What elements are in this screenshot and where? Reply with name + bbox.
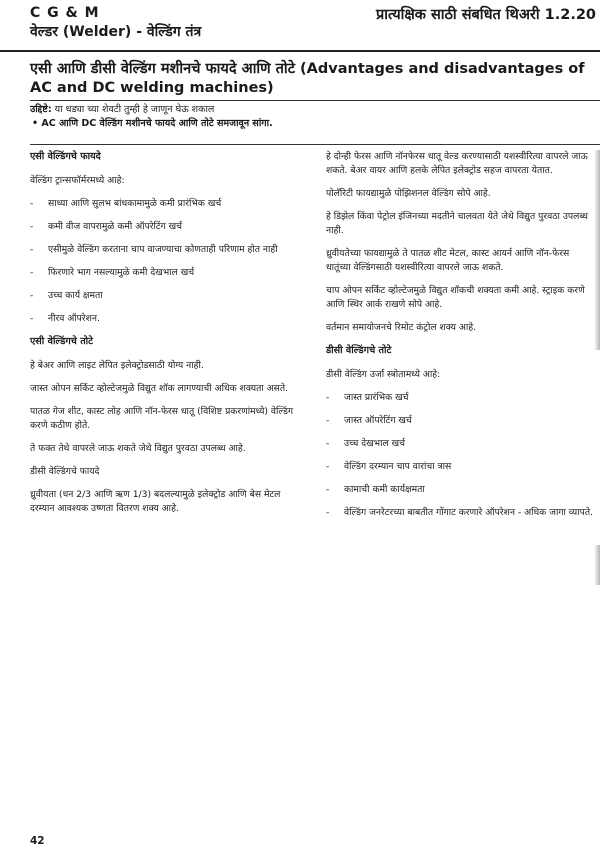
objectives-label: उद्दिष्टे: [30, 104, 52, 115]
list-item: - उच्च देखभाल खर्च [326, 438, 405, 449]
list-item: - वेल्डिंग दरम्यान चाप वारांचा त्रास [326, 461, 452, 472]
list-item: - जास्त ऑपरेटिंग खर्च [326, 415, 412, 426]
paragraph: पोलॅरिटी फायद्यामुळे पोझिशनल वेल्डिंग सोपे आहे. [326, 188, 491, 199]
objectives-line [30, 103, 590, 117]
list-item: - साध्या आणि सुलभ बांधकामामुळे कमी प्रारंभिक खर्च [30, 198, 222, 209]
header-lesson: प्रात्यक्षिक साठी संबधित थिअरी 1.2.20 [375, 7, 596, 23]
title-divider [30, 100, 600, 101]
header-code: C G & M [30, 5, 100, 21]
header-left [30, 4, 201, 42]
ac-advantages-list [30, 197, 306, 326]
left-column [30, 150, 306, 525]
objectives-bullet: • AC आणि DC वेल्डिंग मशीनचे फायदे आणि तोटे समजावून सांगा. [32, 118, 273, 129]
dc-disadvantages-list [326, 391, 596, 520]
page-title: एसी आणि डीसी वेल्डिंग मशीनचे फायदे आणि तोटे (Advantages and disadvantages of AC and DC welding machines) [30, 61, 585, 96]
objectives-block [30, 103, 590, 131]
paragraph: हे डिझेल किंवा पेट्रोल इंजिनच्या मदतीने चालवता येते जेथे विद्युत पुरवठा उपलब्ध नाही. [326, 211, 588, 236]
page-header [0, 0, 600, 52]
list-item: - फिरणारे भाग नसल्यामुळे कमी देखभाल खर्च [30, 267, 195, 278]
objectives-divider [30, 144, 600, 145]
paragraph: वर्तमान समायोजनचे रिमोट कंट्रोल शक्य आहे. [326, 322, 477, 333]
list-item: - नीरव ऑपरेशन. [30, 313, 100, 324]
list-item: - कमी वीज वापरामुळे कमी ऑपरेटिंग खर्च [30, 221, 182, 232]
dc-disadvantages-heading: डीसी वेल्डिंगचे तोटे [326, 345, 392, 356]
dc-disadvantages-intro: डीसी वेल्डिंग उर्जा स्त्रोतामध्ये आहे: [326, 369, 441, 380]
list-item: - उच्च कार्य क्षमता [30, 290, 103, 301]
ac-advantages-intro: वेल्डिंग ट्रान्सफॉर्मरमध्ये आहे: [30, 175, 125, 186]
right-column [326, 150, 596, 529]
page-number: 42 [30, 835, 45, 847]
list-item: - वेल्डिंग जनरेटरच्या बाबतीत गोंगाट करणारे ऑपरेशन - अधिक जागा व्यापते. [326, 507, 594, 518]
paragraph: जास्त ओपन सर्किट व्होल्टेजमुळे विद्युत शॉक लागण्याची अधिक शक्यता असते. [30, 383, 288, 394]
dc-advantages-heading: डीसी वेल्डिंगचे फायदे [30, 466, 100, 477]
paragraph: चाप ओपन सर्किट व्होल्टेजमुळे विद्युत शॉकची शक्यता कमी आहे. स्ट्राइक करणे आणि स्थिर आर्क राखणे सोपे आहे. [326, 285, 585, 310]
paragraph: पातळ गेज शीट, कास्ट लोह आणि नॉन-फेरस धातू (विशिष्ट प्रकरणांमध्ये) वेल्डिंग करणे कठीण होते. [30, 406, 294, 431]
list-item: - जास्त प्रारंभिक खर्च [326, 392, 409, 403]
paragraph: हे बेअर आणि लाइट लेपित इलेक्ट्रोडसाठी योग्य नाही. [30, 360, 204, 371]
paragraph: ध्रुवीयता (धन 2/3 आणि ऋण 1/3) बदलल्यामुळे इलेक्ट्रोड आणि बेस मेटल दरम्यान आवश्यक उष्णता वितरण शक्य आहे. [30, 489, 281, 514]
paragraph: ध्रुवीयतेच्या फायद्यामुळे ते पातळ शीट मेटल, कास्ट आयर्न आणि नॉन-फेरस धातूंच्या वेल्डिंगसाठी यशस्वीरित्या वापरले जाऊ शकते. [326, 248, 570, 273]
header-trade: वेल्डर (Welder) - वेल्डिंग तंत्र [30, 24, 202, 40]
list-item: - एसीमुळे वेल्डिंग करताना चाप वाजण्याचा कोणताही परिणाम होत नाही [30, 244, 278, 255]
list-item: - कामाची कमी कार्यक्षमता [326, 484, 425, 495]
paragraph: हे दोन्ही फेरस आणि नॉनफेरस धातू वेल्ड करण्यासाठी यशस्वीरित्या वापरले जाऊ शकते. बेअर वायर आणि हलके लेपित इलेक्ट्रोड सहज वापरता येतात. [326, 151, 588, 176]
objectives-bullet-text: AC आणि DC वेल्डिंग मशीनचे फायदे आणि तोटे समजावून सांगा. [41, 118, 273, 129]
objectives-intro: या धड्या च्या शेवटी तुम्ही हे जाणून घेऊ शकाल [51, 104, 215, 115]
ac-advantages-heading: एसी वेल्डिंगचे फायदे [30, 151, 101, 162]
paragraph: ते फक्त तेथे वापरले जाऊ शकते जेथे विद्युत पुरवठा उपलब्ध आहे. [30, 443, 246, 454]
page-edge-shadow [594, 150, 600, 350]
page-edge-shadow [594, 545, 600, 585]
ac-disadvantages-heading: एसी वेल्डिंगचे तोटे [30, 336, 93, 347]
